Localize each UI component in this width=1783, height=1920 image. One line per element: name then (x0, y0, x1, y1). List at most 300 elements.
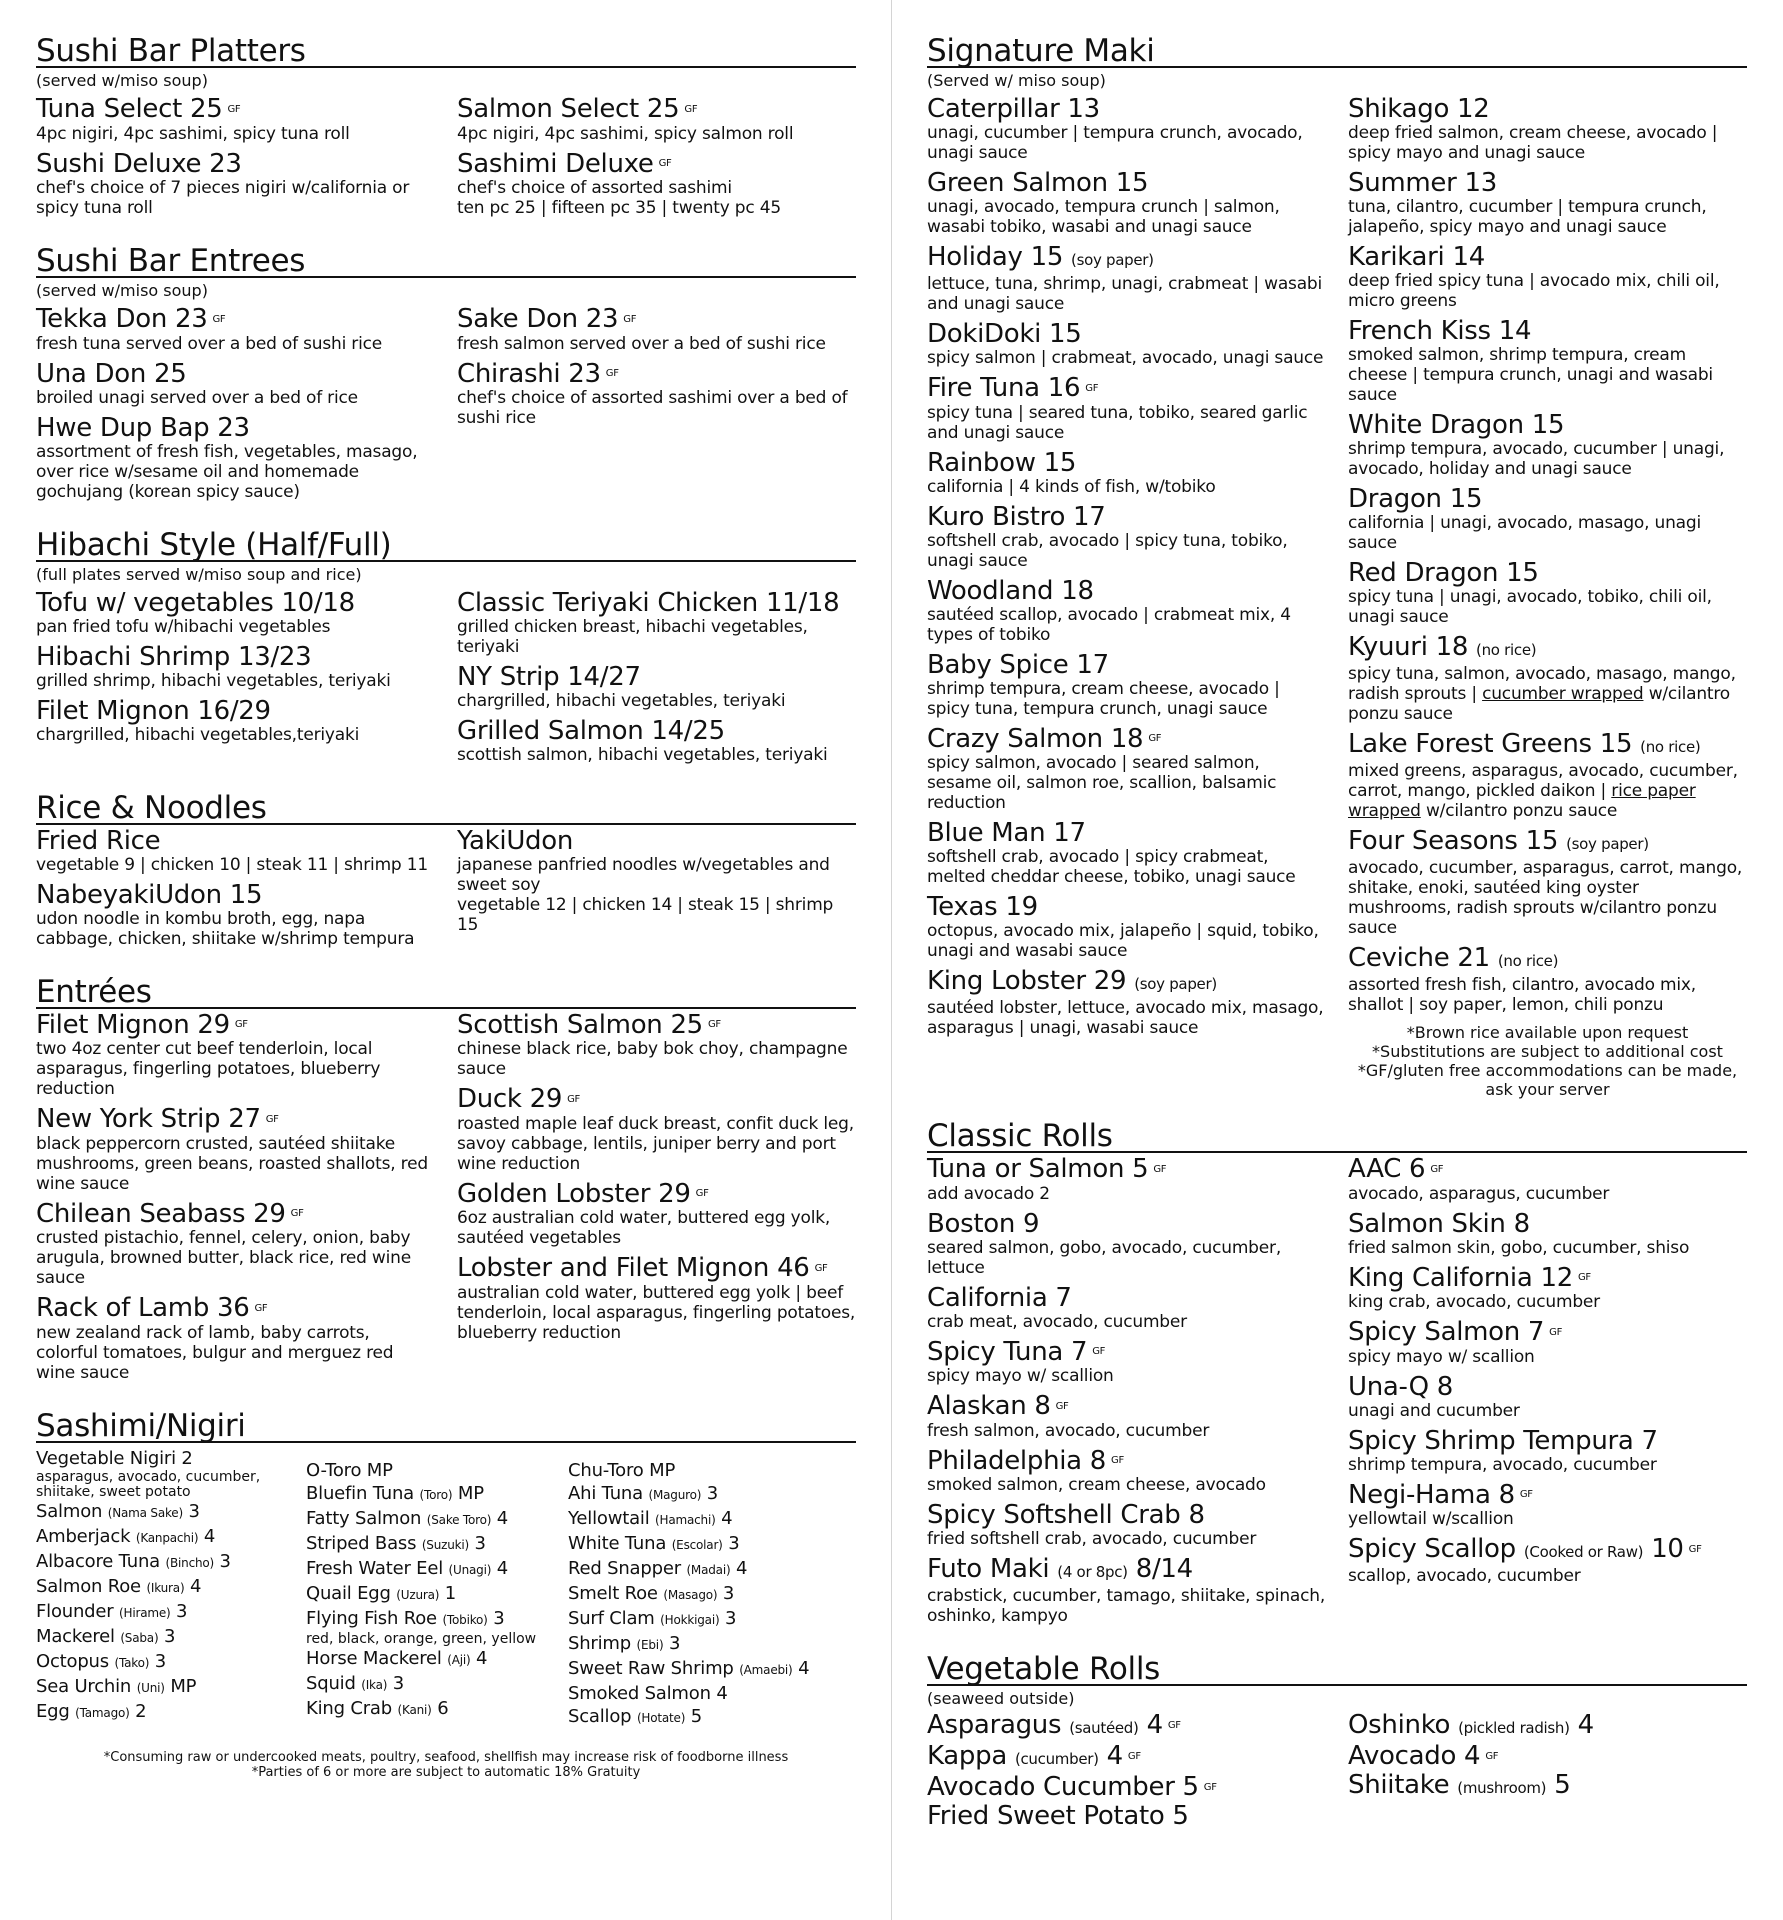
section-title: Classic Rolls (927, 1121, 1747, 1153)
sashimi-item (568, 1507, 828, 1532)
gluten-free-tag: GF (1519, 1489, 1533, 1500)
item-description (457, 388, 856, 428)
item-title: Spicy Scallop (1348, 1534, 1516, 1564)
sashimi-price: 5 (690, 1705, 703, 1727)
sashimi-price: 4 (716, 1682, 728, 1704)
menu-column (1348, 1711, 1747, 1830)
description-text: 6oz australian cold water, buttered egg yolk, sautéed vegetables (457, 1208, 831, 1248)
item-description (1348, 123, 1747, 163)
menu-column (927, 1153, 1326, 1632)
sashimi-price: 3 (722, 1582, 735, 1604)
japanese-name: (Saba) (120, 1630, 159, 1645)
description-text: crab meat, avocado, cucumber (927, 1311, 1187, 1332)
gluten-free-tag: GF (605, 368, 619, 379)
section-note: (full plates served w/miso soup and rice) (36, 564, 362, 584)
right-menu-content (927, 33, 1747, 1852)
menu-item (927, 1447, 1326, 1496)
sashimi-name: Surf Clam (568, 1607, 655, 1629)
japanese-name: (Sake Toro) (426, 1512, 492, 1527)
menu-item (36, 1105, 435, 1194)
item-name (36, 360, 435, 388)
sashimi-item (36, 1447, 306, 1470)
item-note: (soy paper) (1134, 975, 1217, 993)
description-text: broiled unagi served over a bed of rice (36, 387, 358, 408)
sashimi-price: 4 (189, 1575, 202, 1597)
item-title: Fried Rice (36, 825, 161, 856)
description-text: 4pc nigiri, 4pc sashimi, spicy salmon roll (457, 123, 794, 144)
section-note: (seaweed outside) (927, 1689, 1075, 1708)
item-note: (no rice) (1640, 738, 1701, 756)
item-note: (no rice) (1476, 641, 1537, 659)
item-name (1348, 1264, 1747, 1293)
item-title: Hibachi Shrimp 13/23 (36, 641, 312, 672)
item-title: Salmon Select 25 (457, 94, 680, 124)
item-name (1348, 1711, 1747, 1742)
item-name (1348, 1771, 1747, 1802)
sashimi-price: 3 (724, 1607, 737, 1629)
item-name (927, 819, 1326, 847)
gluten-free-tag: GF (1430, 1163, 1444, 1175)
item-title: Sushi Deluxe 23 (36, 148, 242, 179)
japanese-name: (Hirame) (119, 1605, 171, 1620)
item-title: Boston 9 (927, 1208, 1040, 1239)
item-name (1348, 1373, 1747, 1401)
item-description (457, 178, 856, 198)
gluten-free-tag: GF (1085, 382, 1099, 394)
sashimi-item (306, 1697, 568, 1722)
sashimi-description: asparagus, avocado, cucumber, shiitake, sweet potato (36, 1468, 261, 1500)
item-title: Philadelphia 8 (927, 1445, 1107, 1476)
item-name (927, 320, 1326, 348)
sashimi-name: O-Toro MP (306, 1459, 393, 1481)
sashimi-item (568, 1682, 828, 1705)
item-title: Summer 13 (1348, 168, 1497, 198)
item-title: NY Strip 14/27 (457, 661, 641, 692)
item-price: 4 (1577, 1710, 1594, 1740)
menu-item (927, 893, 1326, 961)
sashimi-price: 3 (163, 1625, 176, 1647)
sashimi-price: 3 (176, 1600, 188, 1622)
sashimi-name: Quail Egg (306, 1582, 391, 1604)
item-title: YakiUdon (457, 825, 574, 856)
item-name (36, 150, 435, 178)
item-description (1348, 1184, 1747, 1204)
sashimi-name: Smelt Roe (568, 1582, 658, 1604)
item-description (36, 442, 435, 502)
menu-item (927, 169, 1326, 237)
item-title: Kuro Bistro 17 (927, 501, 1106, 532)
description-text: king crab, avocado, cucumber (1348, 1292, 1600, 1312)
menu-column (36, 93, 435, 224)
item-description (1348, 761, 1747, 821)
japanese-name: (Hotate) (636, 1710, 686, 1725)
item-description (457, 855, 856, 895)
item-name (1348, 317, 1747, 345)
item-description (36, 671, 435, 691)
section-columns (36, 1009, 856, 1389)
menu-column (1348, 1153, 1747, 1632)
item-name (1348, 559, 1747, 587)
description-text: octopus, avocado mix, jalapeño | squid, tobiko, unagi and wasabi sauce (927, 921, 1319, 961)
item-name (927, 1711, 1326, 1742)
description-text: spicy tuna | unagi, avocado, tobiko, chili oil, unagi sauce (1348, 587, 1712, 627)
item-title: Shiitake (1348, 1769, 1450, 1800)
sashimi-item (36, 1575, 306, 1600)
menu-item (36, 150, 435, 218)
japanese-name: (Uzura) (396, 1587, 440, 1602)
menu-item (36, 414, 435, 502)
item-description (1348, 513, 1747, 553)
item-title: Salmon Skin 8 (1348, 1208, 1530, 1239)
sashimi-name: Vegetable Nigiri 2 (36, 1447, 193, 1469)
item-title: Sashimi Deluxe (457, 148, 654, 179)
item-name (1348, 730, 1747, 761)
item-description (1348, 975, 1747, 1015)
item-description (1348, 345, 1747, 405)
japanese-name: (Escolar) (671, 1537, 723, 1552)
gluten-free-tag: GF (1485, 1750, 1499, 1762)
description-text: grilled chicken breast, hibachi vegetables, teriyaki (457, 616, 808, 657)
item-description (457, 617, 856, 657)
item-name (927, 967, 1326, 998)
gluten-free-tag: GF (695, 1188, 709, 1199)
japanese-name: (Nama Sake) (107, 1505, 183, 1520)
menu-item (927, 819, 1326, 887)
item-name (927, 1555, 1326, 1586)
item-name (457, 663, 856, 691)
gluten-free-tag: GF (1092, 1346, 1106, 1357)
section-columns (36, 587, 856, 771)
description-text: shrimp tempura, cream cheese, avocado | spicy tuna, tempura crunch, unagi sauce (927, 678, 1280, 719)
sashimi-name: Flying Fish Roe (306, 1607, 437, 1629)
menu-item (36, 305, 435, 354)
japanese-name: (Madai) (686, 1562, 731, 1577)
sashimi-price: 3 (474, 1532, 486, 1554)
description-text: fresh salmon, avocado, cucumber (927, 1420, 1210, 1441)
sashimi-price: 3 (219, 1550, 231, 1572)
item-price: 4 (1146, 1710, 1163, 1740)
sashimi-name: White Tuna (568, 1532, 667, 1554)
menu-column (36, 825, 435, 955)
description-text: softshell crab, avocado | spicy crabmeat, melted cheddar cheese, tobiko, unagi sauce (927, 847, 1296, 887)
item-title: Hwe Dup Bap 23 (36, 412, 250, 443)
menu-item (457, 589, 856, 657)
sashimi-column (568, 1447, 828, 1730)
item-description (1348, 271, 1747, 311)
item-name (1348, 1155, 1747, 1184)
menu-item (1348, 827, 1747, 938)
item-description (457, 745, 856, 765)
description-text: california | 4 kinds of fish, w/tobiko (927, 476, 1216, 497)
menu-item (457, 717, 856, 765)
sashimi-item (568, 1482, 828, 1507)
item-title: Avocado 4 (1348, 1741, 1481, 1771)
sashimi-description: red, black, orange, green, yellow (306, 1630, 537, 1647)
item-description (36, 1134, 435, 1194)
item-title: Sake Don 23 (457, 304, 619, 334)
vegetable-rolls-section (927, 1651, 1747, 1831)
gluten-free-tag: GF (290, 1208, 304, 1219)
item-title: King Lobster 29 (927, 966, 1127, 996)
menu-item (36, 827, 435, 875)
item-description (927, 1366, 1326, 1386)
sashimi-item (306, 1607, 568, 1632)
item-title: Oshinko (1348, 1710, 1451, 1740)
menu-item (457, 1254, 856, 1343)
gluten-free-tag: GF (1167, 1719, 1181, 1731)
menu-item (1348, 411, 1747, 479)
sashimi-price: 4 (203, 1525, 216, 1547)
item-price: 4 (1106, 1741, 1123, 1771)
menu-item (1348, 1711, 1747, 1742)
menu-item (36, 360, 435, 408)
description-text: unagi, avocado, tempura crunch | salmon, wasabi tobiko, wasabi and unagi sauce (927, 197, 1280, 237)
description-text: black peppercorn crusted, sautéed shiitake mushrooms, green beans, roasted shallots, red wine sauce (36, 1133, 428, 1194)
item-title: Filet Mignon 16/29 (36, 695, 271, 726)
item-name (927, 1338, 1326, 1367)
item-name (927, 503, 1326, 531)
item-price: 8/14 (1135, 1554, 1193, 1584)
classic-rolls-section (927, 1118, 1747, 1632)
item-note: (pickled radish) (1458, 1719, 1570, 1737)
menu-item (927, 503, 1326, 571)
sashimi-name: Chu-Toro MP (568, 1459, 676, 1481)
item-name (36, 697, 435, 725)
item-name (36, 1200, 435, 1229)
item-title: Kappa (927, 1741, 1007, 1771)
sashimi-price: 4 (721, 1507, 733, 1529)
item-name (1348, 411, 1747, 439)
item-name (1348, 169, 1747, 197)
item-name (1348, 944, 1747, 975)
menu-item (457, 663, 856, 711)
item-name (457, 360, 856, 389)
item-description (927, 753, 1326, 813)
menu-item (36, 589, 435, 637)
sashimi-name: Striped Bass (306, 1532, 417, 1554)
item-name (927, 1773, 1326, 1802)
section-title: Sashimi/Nigiri (36, 1411, 856, 1443)
menu-item (1348, 1535, 1747, 1586)
menu-item (1348, 485, 1747, 553)
sashimi-price: 4 (496, 1507, 509, 1529)
menu-item (457, 95, 856, 144)
item-description (927, 1312, 1326, 1332)
gluten-free-tag: GF (814, 1262, 828, 1274)
section-columns (927, 1711, 1747, 1830)
gluten-free-tag: GF (1577, 1272, 1591, 1283)
description-text: 4pc nigiri, 4pc sashimi, spicy tuna roll (36, 123, 350, 144)
description-text: japanese panfried noodles w/vegetables and sweet soy (457, 854, 830, 895)
item-description (927, 348, 1326, 368)
description-text: w/cilantro ponzu sauce (1348, 684, 1730, 724)
item-description (36, 855, 435, 875)
left-menu-content (36, 33, 856, 1802)
sashimi-name: Sea Urchin (36, 1675, 132, 1697)
menu-item (457, 1180, 856, 1249)
japanese-name: (Ika) (361, 1677, 388, 1692)
gluten-free-tag: GF (684, 103, 698, 115)
item-title: Chirashi 23 (457, 358, 601, 389)
item-description (36, 617, 435, 637)
menu-item (36, 1200, 435, 1289)
description-text: chargrilled, hibachi vegetables, teriyaki (457, 690, 786, 711)
japanese-name: (Maguro) (648, 1487, 702, 1502)
sashimi-item (568, 1582, 828, 1607)
description-text: australian cold water, buttered egg yolk | beef tenderloin, local asparagus, fingerling potatoes, blueberry reduction (457, 1282, 856, 1343)
item-name (927, 1501, 1326, 1529)
item-title: Ceviche 21 (1348, 943, 1490, 973)
item-name (927, 374, 1326, 403)
item-description (1348, 1566, 1747, 1586)
item-description (927, 477, 1326, 497)
menu-note: *Substitutions are subject to additional cost (1372, 1042, 1723, 1061)
sashimi-item (306, 1557, 568, 1582)
description-text: scottish salmon, hibachi vegetables, teriyaki (457, 744, 828, 765)
item-description (1348, 1238, 1747, 1258)
item-description (36, 388, 435, 408)
item-description (1348, 587, 1747, 627)
gluten-free-tag: GF (1111, 1455, 1124, 1466)
item-price: 5 (1554, 1769, 1571, 1800)
item-title: Lobster and Filet Mignon 46 (457, 1253, 810, 1283)
item-description (36, 909, 435, 949)
item-description (927, 274, 1326, 314)
sashimi-price: 3 (706, 1482, 718, 1504)
sashimi-item (36, 1650, 306, 1675)
description-text: chef's choice of 7 pieces nigiri w/california or spicy tuna roll (36, 177, 410, 218)
right-menu-page (892, 0, 1783, 1920)
item-title: Karikari 14 (1348, 242, 1485, 272)
description-text: deep fried spicy tuna | avocado mix, chili oil, micro greens (1348, 271, 1720, 311)
item-name (36, 827, 435, 855)
menu-column (1348, 93, 1747, 1099)
section-note: (Served w/ miso soup) (927, 71, 1106, 90)
item-title: Fire Tuna 16 (927, 373, 1081, 403)
sushi-bar-platters-section (36, 33, 856, 224)
item-description (927, 1238, 1326, 1278)
menu-item (1348, 1771, 1747, 1802)
japanese-name: (Ikura) (146, 1580, 185, 1595)
menu-item (457, 827, 856, 935)
item-title: Chilean Seabass 29 (36, 1198, 286, 1229)
item-description (927, 679, 1326, 719)
sashimi-item (306, 1532, 568, 1557)
sashimi-name: Fresh Water Eel (306, 1557, 444, 1579)
item-description (457, 124, 856, 144)
item-description (1348, 1509, 1747, 1529)
item-name (457, 1011, 856, 1040)
item-description (927, 1529, 1326, 1549)
description-text: shrimp tempura, avocado, cucumber (1348, 1454, 1657, 1475)
sashimi-price: 4 (735, 1557, 748, 1579)
sashimi-name: Squid (306, 1672, 356, 1694)
item-name (1348, 1318, 1747, 1347)
item-title: Red Dragon 15 (1348, 558, 1539, 588)
item-title: Rainbow 15 (927, 447, 1077, 478)
menu-item (457, 1011, 856, 1080)
gluten-free-tag: GF (265, 1113, 279, 1125)
menu-item (927, 1210, 1326, 1278)
item-note: (4 or 8pc) (1057, 1563, 1128, 1581)
menu-item (1348, 1318, 1747, 1367)
sashimi-name: Mackerel (36, 1625, 115, 1647)
menu-column (36, 1009, 435, 1389)
sashimi-item (36, 1500, 306, 1525)
menu-column (36, 303, 435, 508)
item-note: (mushroom) (1457, 1778, 1547, 1797)
item-title: Golden Lobster 29 (457, 1178, 691, 1209)
menu-item (36, 95, 435, 144)
sashimi-name: Scallop (568, 1705, 632, 1727)
section-columns (36, 303, 856, 508)
menu-item (36, 1294, 435, 1383)
menu-item (927, 1392, 1326, 1441)
item-description (457, 1039, 856, 1079)
sashimi-price: 4 (476, 1647, 488, 1669)
item-title: Negi-Hama 8 (1348, 1479, 1515, 1510)
item-name (36, 881, 435, 909)
sashimi-item (306, 1459, 568, 1482)
menu-item (927, 1773, 1326, 1802)
item-name (1348, 1427, 1747, 1455)
sashimi-name: Amberjack (36, 1525, 131, 1547)
description-text: sautéed lobster, lettuce, avocado mix, masago, asparagus | unagi, wasabi sauce (927, 998, 1324, 1038)
item-name (927, 893, 1326, 921)
section-title: Entrées (36, 977, 856, 1009)
item-description (927, 531, 1326, 571)
section-note: (served w/miso soup) (36, 281, 208, 300)
description-text: deep fried salmon, cream cheese, avocado | spicy mayo and unagi sauce (1348, 123, 1718, 163)
item-note: (soy paper) (1566, 835, 1649, 853)
sashimi-item (568, 1557, 828, 1582)
description-text: spicy mayo w/ scallion (1348, 1346, 1535, 1367)
section-title: Sushi Bar Platters (36, 36, 856, 68)
item-name (457, 1085, 856, 1114)
item-name (927, 725, 1326, 754)
description-text: smoked salmon, shrimp tempura, cream cheese | tempura crunch, unagi and wasabi sauce (1348, 345, 1713, 405)
item-description (457, 1283, 856, 1343)
sashimi-item (36, 1700, 306, 1725)
item-title: Baby Spice 17 (927, 649, 1109, 680)
sashimi-item (568, 1459, 828, 1482)
sushi-bar-entrees-section (36, 243, 856, 508)
item-description (927, 1475, 1326, 1495)
sashimi-name: Salmon Roe (36, 1575, 141, 1597)
japanese-name: (Kanpachi) (135, 1530, 199, 1545)
sashimi-name: Fatty Salmon (306, 1507, 422, 1529)
item-name (927, 651, 1326, 679)
gluten-free-tag: GF (1549, 1326, 1563, 1338)
item-title: Tofu w/ vegetables 10/18 (36, 587, 355, 618)
item-name (927, 1392, 1326, 1421)
item-options: vegetable 12 | chicken 14 | steak 15 | shrimp 15 (457, 894, 834, 935)
menu-item (1348, 730, 1747, 821)
item-name (457, 95, 856, 124)
item-title: Futo Maki (927, 1554, 1050, 1584)
menu-item (927, 1338, 1326, 1387)
menu-item (1348, 317, 1747, 405)
item-title: Texas 19 (927, 892, 1038, 922)
description-text: spicy tuna | seared tuna, tobiko, seared garlic and unagi sauce (927, 402, 1308, 443)
description-text: grilled shrimp, hibachi vegetables, teriyaki (36, 670, 391, 691)
item-title: Holiday 15 (927, 242, 1064, 272)
item-name (36, 95, 435, 124)
description-text: fried salmon skin, gobo, cucumber, shiso (1348, 1237, 1690, 1258)
section-columns (927, 93, 1747, 1099)
item-description (457, 691, 856, 711)
description-text: unagi, cucumber | tempura crunch, avocado, unagi sauce (927, 123, 1303, 163)
